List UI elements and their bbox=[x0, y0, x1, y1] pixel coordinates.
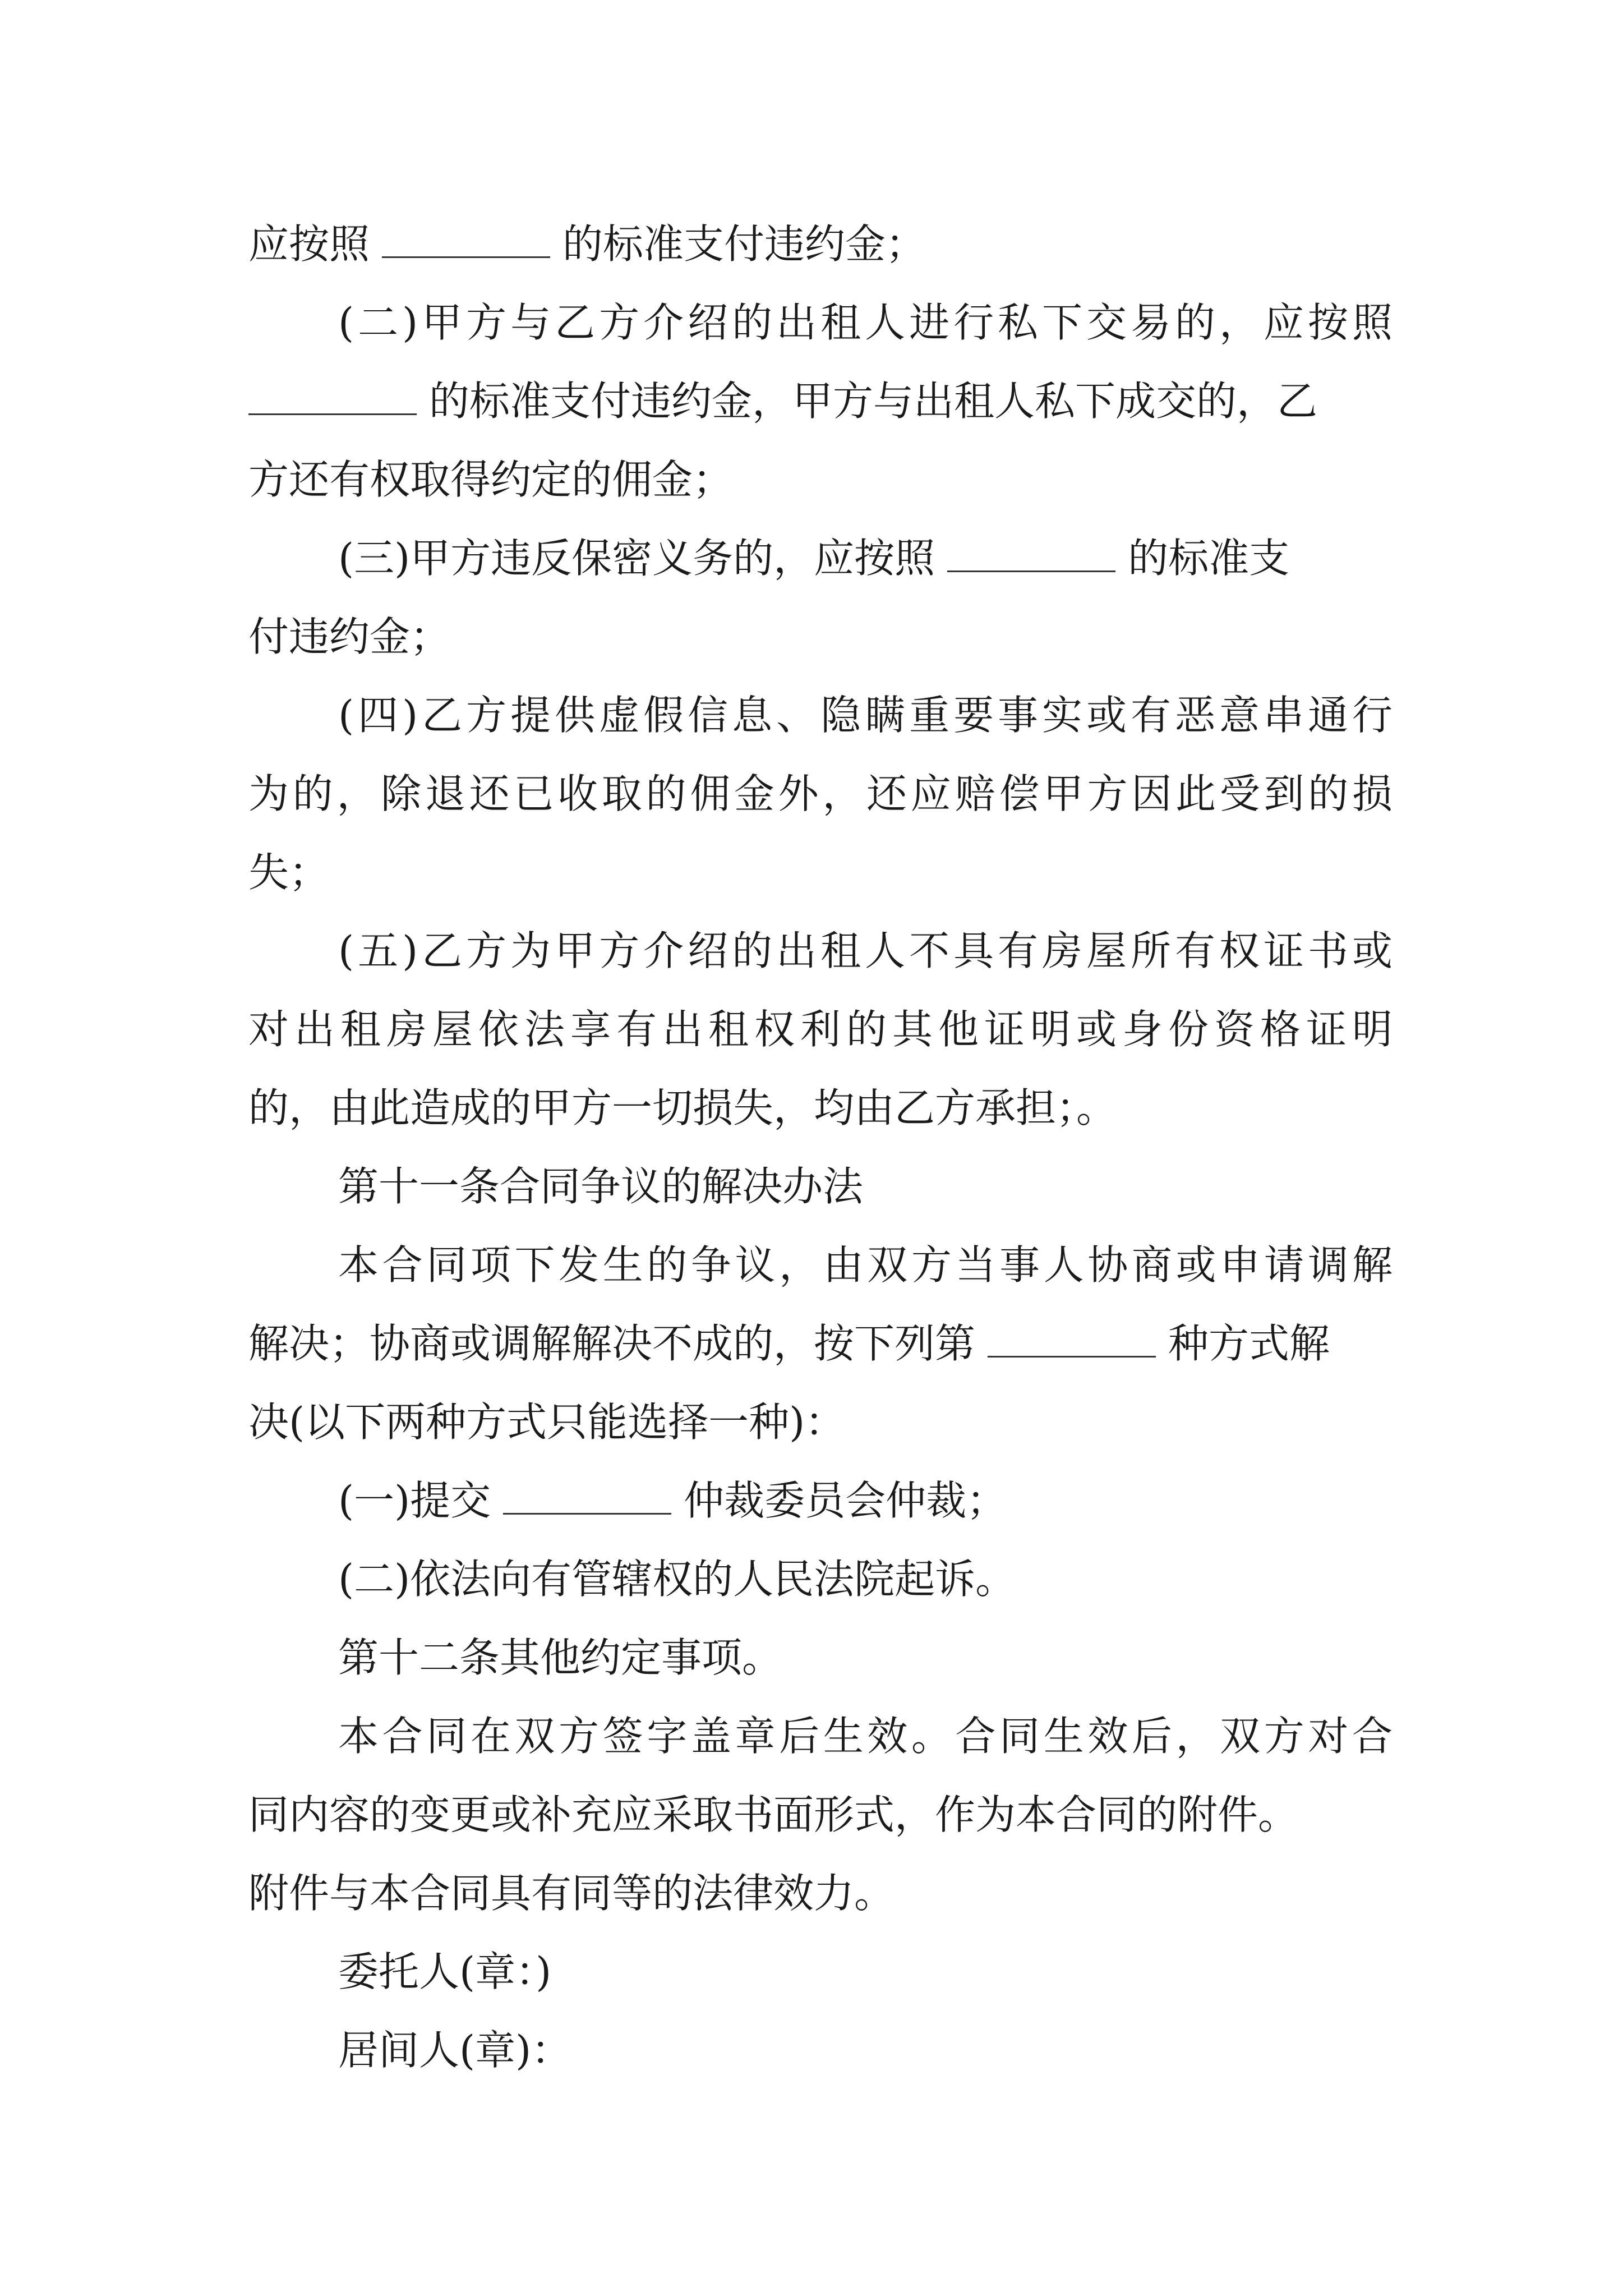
text-line: 本合同在双方签字盖章后生效。合同生效后，双方对合 bbox=[338, 1713, 1393, 1760]
text-line bbox=[338, 1461, 1393, 1540]
text-line: (二)依法向有管辖权的人民法院起诉。 bbox=[338, 1556, 1016, 1603]
line-text: 应按照 bbox=[248, 220, 370, 268]
text-line: 同内容的变更或补充应采取书面形式，作为本合同的附件。 bbox=[248, 1791, 1299, 1838]
signature-line-client: 委托人(章：) bbox=[338, 1948, 552, 1995]
text-line: 付违约金； bbox=[248, 613, 451, 660]
fill-in-blank[interactable] bbox=[503, 1479, 671, 1515]
text-line: (四)乙方提供虚假信息、隐瞒重要事实或有恶意串通行 bbox=[338, 692, 1393, 739]
line-text: 解决；协商或调解解决不成的，按下列第 bbox=[248, 1320, 976, 1367]
line-text: 的标准支 bbox=[1128, 535, 1290, 582]
text-line: (二)甲方与乙方介绍的出租人进行私下交易的，应按照 bbox=[338, 299, 1393, 346]
text-line bbox=[248, 1304, 1393, 1383]
line-text: 的标准支付违约金； bbox=[562, 220, 926, 268]
fill-in-blank[interactable] bbox=[248, 380, 417, 415]
text-line bbox=[248, 205, 1393, 283]
line-text: (一)提交 bbox=[338, 1477, 491, 1524]
text-line: 失； bbox=[248, 849, 330, 896]
fill-in-blank[interactable] bbox=[988, 1322, 1156, 1358]
text-line: 附件与本合同具有同等的法律效力。 bbox=[248, 1870, 895, 1917]
text-line: 的，由此造成的甲方一切损失，均由乙方承担；。 bbox=[248, 1084, 1117, 1131]
text-line: 本合同项下发生的争议，由双方当事人协商或申请调解 bbox=[338, 1241, 1393, 1289]
signature-line-intermediary: 居间人(章)： bbox=[338, 2027, 572, 2074]
line-text: 的标准支付违约金，甲方与出租人私下成交的，乙 bbox=[429, 378, 1318, 425]
text-line bbox=[248, 362, 1393, 440]
section-heading: 第十一条合同争议的解决办法 bbox=[338, 1163, 864, 1210]
fill-in-blank[interactable] bbox=[947, 537, 1115, 572]
text-line: 决(以下两种方式只能选择一种)： bbox=[248, 1398, 846, 1446]
line-text: 种方式解 bbox=[1168, 1320, 1330, 1367]
text-line bbox=[338, 519, 1393, 597]
line-text: (三)甲方违反保密义务的，应按照 bbox=[338, 535, 935, 582]
text-line: 对出租房屋依法享有出租权利的其他证明或身份资格证明 bbox=[248, 1006, 1393, 1053]
fill-in-blank[interactable] bbox=[382, 223, 550, 258]
text-line: 方还有权取得约定的佣金； bbox=[248, 456, 734, 503]
line-text: 仲裁委员会仲裁； bbox=[684, 1477, 1007, 1524]
text-line: (五)乙方为甲方介绍的出租人不具有房屋所有权证书或 bbox=[338, 927, 1393, 974]
text-line: 为的，除退还已收取的佣金外，还应赔偿甲方因此受到的损 bbox=[248, 770, 1393, 817]
section-heading: 第十二条其他约定事项。 bbox=[338, 1634, 783, 1681]
